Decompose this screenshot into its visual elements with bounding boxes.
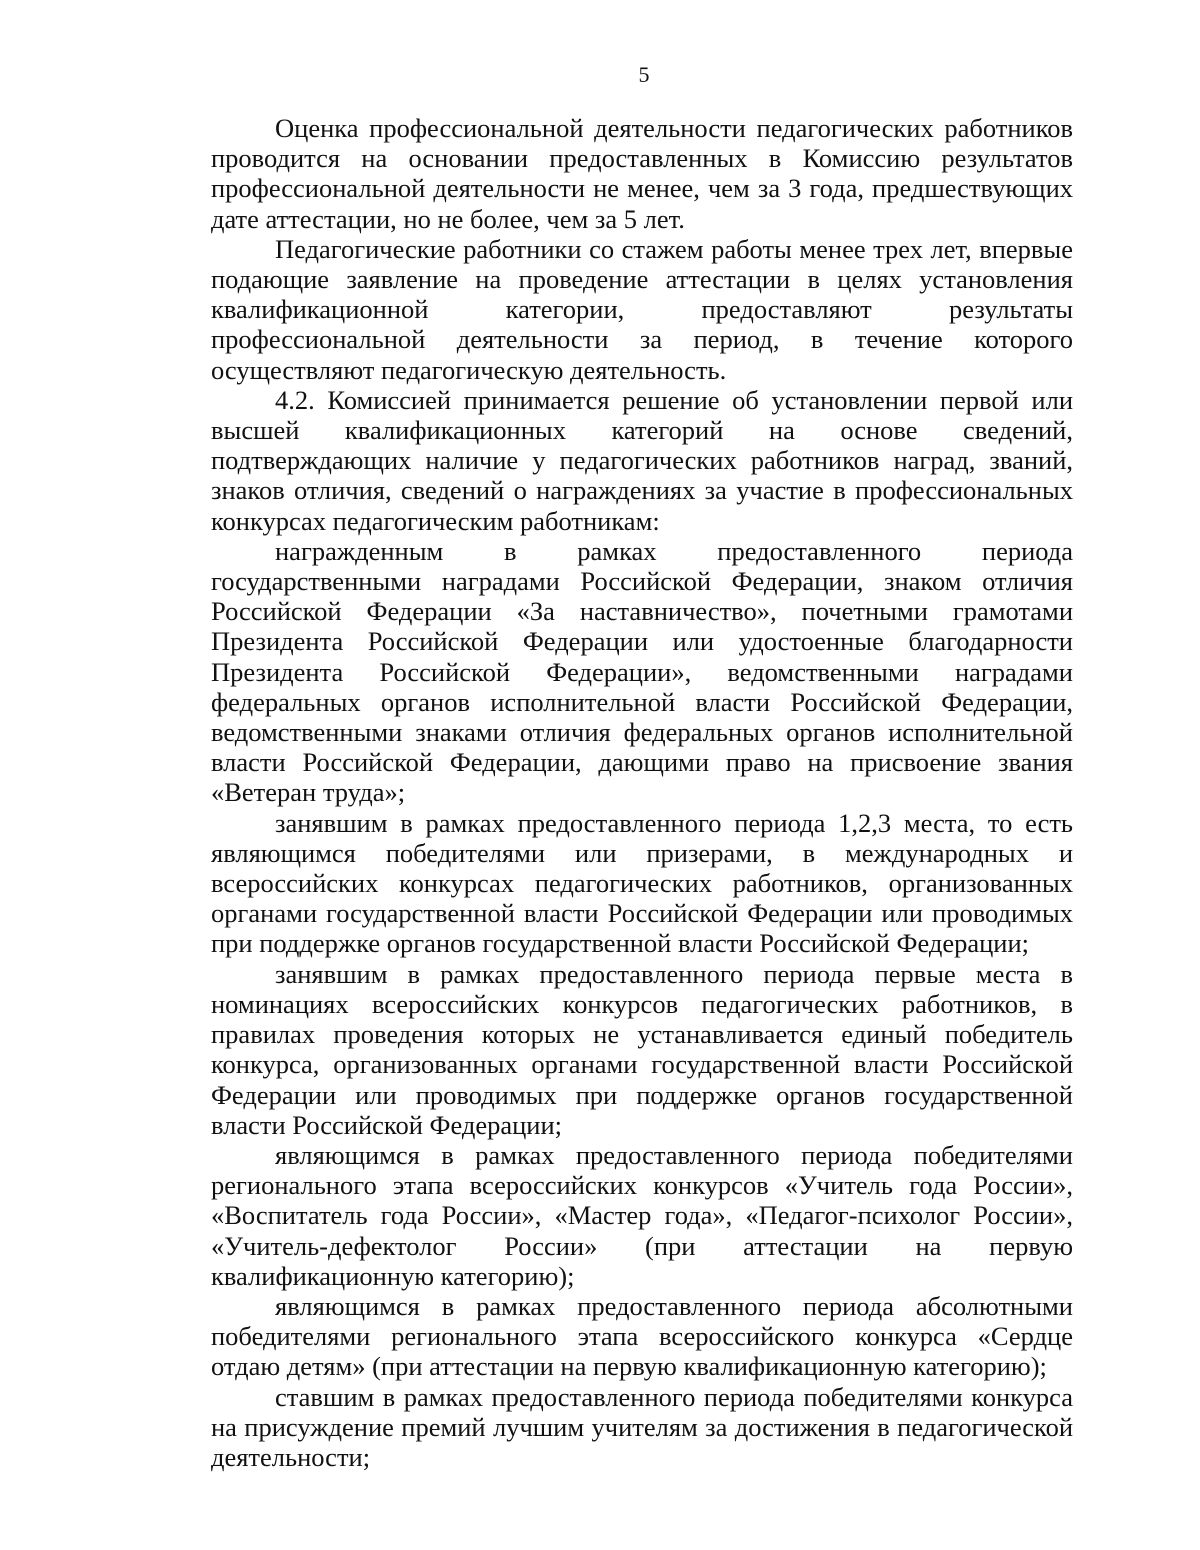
- paragraph-best-teacher-prize: ставшим в рамках предоставленного периода победителями конкурса на присуждение премий лучшим учителям за достижения в педагогической деятельности;: [211, 1381, 1073, 1472]
- document-body: [211, 113, 1073, 1472]
- page-number: 5: [638, 62, 650, 87]
- paragraph-regional-stage-winners: являющимся в рамках предоставленного периода победителями регионального этапа всероссийских конкурсов «Учитель года России», «Воспитатель года России», «Мастер года», «Педагог-психолог России», «Учитель-дефектолог России» (при аттестации на первую квалификационную категорию);: [211, 1139, 1073, 1291]
- paragraph-state-awards: награжденным в рамках предоставленного периода государственными наградами Российской Федерации, знаком отличия Российской Федерации «За наставничество», почетными грамотами Президента Российской Федерации или удостоенные благодарности Президента Российской Федерации», ведомственными наградами федеральных органов исполнительной власти Российской Федерации, ведомственными знаками отличия федеральных органов исполнительной власти Российской Федерации, дающими право на присвоение звания «Ветеран труда»;: [211, 535, 1073, 808]
- paragraph-short-experience: Педагогические работники со стажем работы менее трех лет, впервые подающие заявление на проведение аттестации в целях установления квалификационной категории, предоставляют результаты профессиональной деятельности за период, в течение которого осуществляют педагогическую деятельность.: [211, 233, 1073, 385]
- paragraph-heart-to-children: являющимся в рамках предоставленного периода абсолютными победителями регионального этапа всероссийского конкурса «Сердце отдаю детям» (при аттестации на первую квалификационную категорию);: [211, 1290, 1073, 1382]
- paragraph-nomination-winners: занявшим в рамках предоставленного периода первые места в номинациях всероссийских конкурсов педагогических работников, в правилах проведения которых не устанавливается единый победитель конкурса, организованных органами государственной власти Российской Федерации или проводимых при поддержке органов государственной власти Российской Федерации;: [211, 958, 1073, 1140]
- paragraph-section-4-2: 4.2. Комиссией принимается решение об установлении первой или высшей квалификационных категорий на основе сведений, подтверждающих наличие у педагогических работников наград, званий, знаков отличия, сведений о награждениях за участие в профессиональных конкурсах педагогическим работникам:: [211, 384, 1073, 536]
- paragraph-international-contests: занявшим в рамках предоставленного периода 1,2,3 места, то есть являющимся победителями или призерами, в международных и всероссийских конкурсах педагогических работников, организованных органами государственной власти Российской Федерации или проводимых при поддержке органов государственной власти Российской Федерации;: [211, 807, 1073, 959]
- paragraph-assessment-period: Оценка профессиональной деятельности педагогических работников проводится на основании предоставленных в Комиссию результатов профессиональной деятельности не менее, чем за 3 года, предшествующих дате аттестации, но не более, чем за 5 лет.: [211, 113, 1073, 234]
